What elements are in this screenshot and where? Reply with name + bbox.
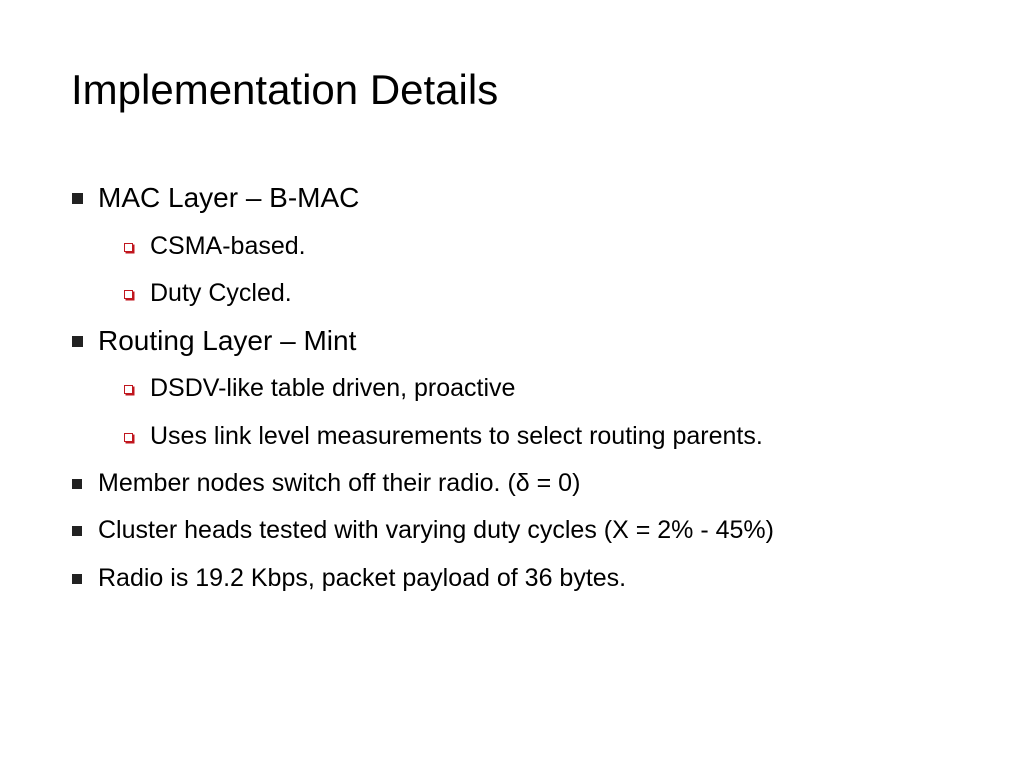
square-bullet-icon [72, 526, 82, 536]
bullet-routing-layer [72, 324, 356, 358]
square-bullet-icon [72, 336, 83, 347]
bullet-text: Member nodes switch off their radio. (δ = 0) [98, 469, 581, 497]
sub-bullet-text: DSDV-like table driven, proactive [150, 374, 516, 402]
sub-bullet-link-level [124, 420, 763, 452]
bullet-text: Routing Layer – Mint [98, 325, 357, 356]
square-bullet-icon [72, 193, 83, 204]
sub-bullet-csma [124, 230, 306, 262]
hollow-square-bullet-icon [124, 243, 133, 252]
bullet-member-nodes [72, 467, 580, 499]
bullet-text: Cluster heads tested with varying duty cycles (X = 2% - 45%) [98, 516, 774, 544]
sub-bullet-duty-cycled [124, 277, 292, 309]
bullet-mac-layer [72, 181, 359, 215]
hollow-square-bullet-icon [124, 290, 133, 299]
bullet-cluster-heads [72, 514, 774, 546]
sub-bullet-text: Uses link level measurements to select routing parents. [150, 422, 763, 450]
slide-title: Implementation Details [71, 66, 499, 113]
sub-bullet-text: CSMA-based. [150, 232, 306, 260]
square-bullet-icon [72, 574, 82, 584]
bullet-text: MAC Layer – B-MAC [98, 182, 360, 213]
hollow-square-bullet-icon [124, 433, 133, 442]
bullet-text: Radio is 19.2 Kbps, packet payload of 36 bytes. [98, 564, 627, 592]
square-bullet-icon [72, 479, 82, 489]
sub-bullet-text: Duty Cycled. [150, 279, 292, 307]
sub-bullet-dsdv [124, 372, 515, 404]
hollow-square-bullet-icon [124, 385, 133, 394]
bullet-radio [72, 562, 626, 594]
